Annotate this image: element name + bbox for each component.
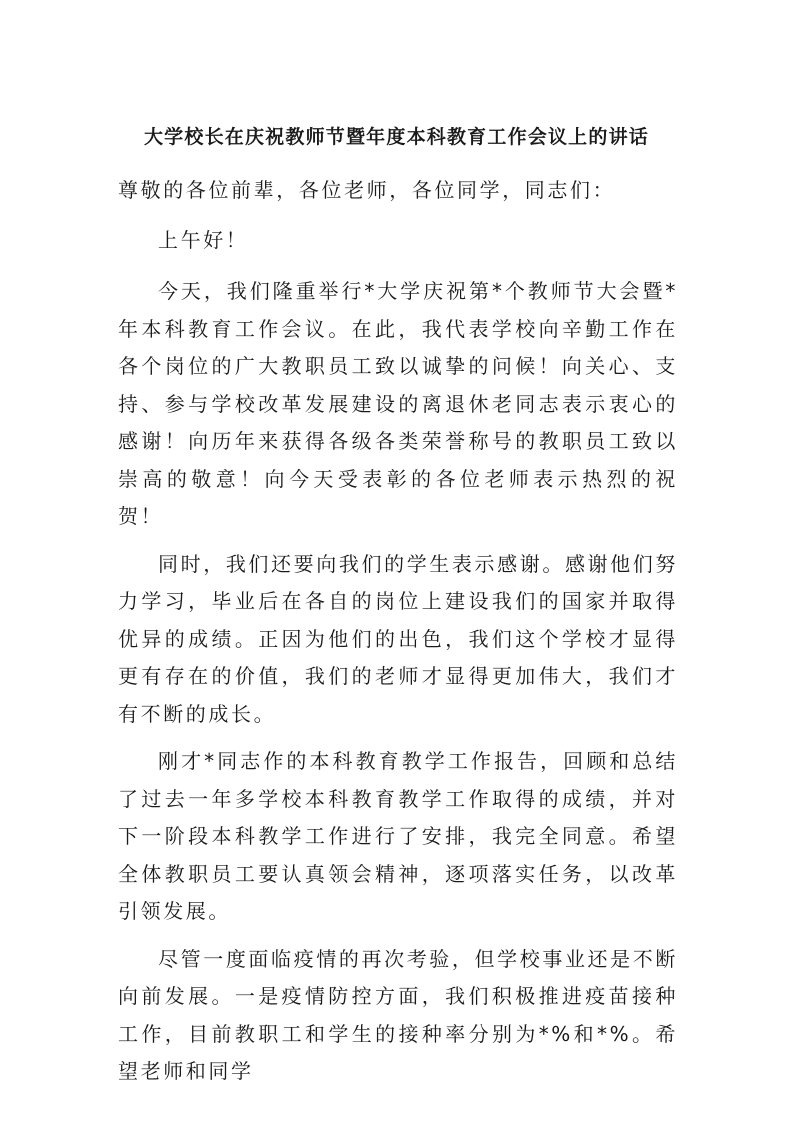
paragraph: 刚才*同志作的本科教育教学工作报告，回顾和总结了过去一年多学校本科教育教学工作取得的成绩，并对下一阶段本科教学工作进行了安排，我完全同意。希望全体教职员工要认真领会精神，逐项落实任务，以改革引领发展。 [118,749,678,923]
salutation: 尊敬的各位前辈，各位老师，各位同学，同志们： [118,178,616,202]
paragraph: 同时，我们还要向我们的学生表示感谢。感谢他们努力学习，毕业后在各自的岗位上建设我们的国家并取得优异的成绩。正因为他们的出色，我们这个学校才显得更有存在的价值，我们的老师才显得更加伟大，我们才有不断的成长。 [118,551,678,726]
greeting: 上午好！ [158,227,249,252]
paragraph: 尽管一度面临疫情的再次考验，但学校事业还是不断向前发展。一是疫情防控方面，我们积极推进疫苗接种工作，目前教职工和学生的接种率分别为*%和*%。希望老师和同学 [118,946,678,1083]
document-body [118,172,678,1101]
paragraph: 今天，我们隆重举行*大学庆祝第*个教师节大会暨*年本科教育工作会议。在此，我代表学校向辛勤工作在各个岗位的广大教职员工致以诚挚的问候！向关心、支持、参与学校改革发展建设的离退休老同志表示衷心的感谢！向历年来获得各级各类荣誉称号的教职员工致以崇高的敬意！向今天受表彰的各位老师表示热烈的祝贺！ [118,279,678,528]
document-title: 大学校长在庆祝教师节暨年度本科教育工作会议上的讲话 [143,126,649,148]
